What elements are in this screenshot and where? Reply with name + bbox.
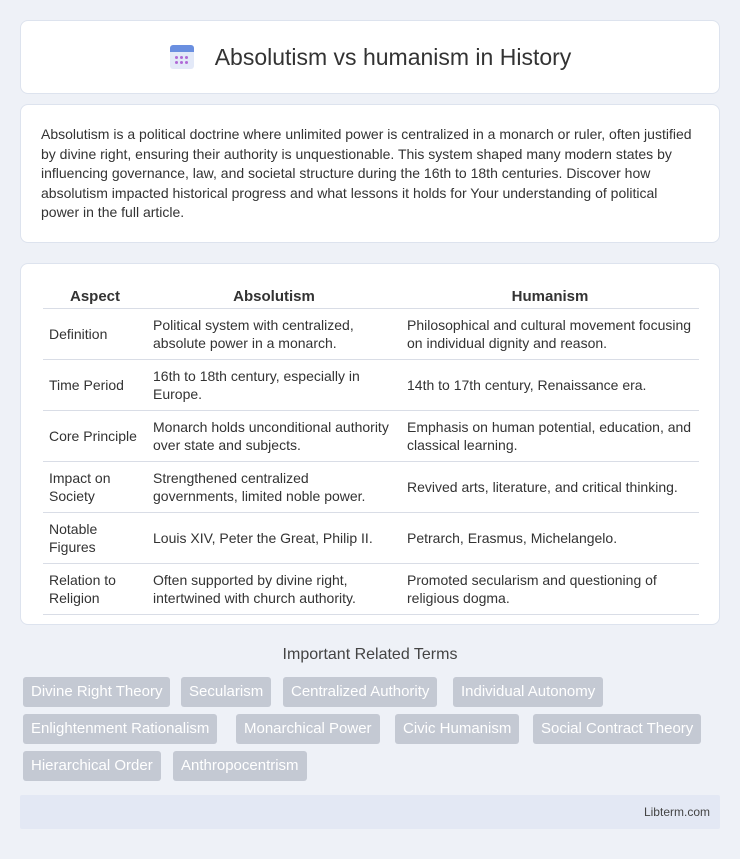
- absolutism-cell: Often supported by divine right, intertwined with church authority.: [147, 564, 401, 615]
- humanism-cell: Revived arts, literature, and critical thinking.: [401, 462, 699, 513]
- tag-secularism[interactable]: Secularism: [181, 677, 271, 707]
- intro-card: [20, 104, 720, 243]
- table-row: [43, 564, 699, 615]
- humanism-cell: Philosophical and cultural movement focusing on individual dignity and reason.: [401, 309, 699, 360]
- table-row: [43, 309, 699, 360]
- tag-individual-autonomy[interactable]: Individual Autonomy: [453, 677, 603, 707]
- absolutism-cell: Louis XIV, Peter the Great, Philip II.: [147, 513, 401, 564]
- table-header-row: [43, 286, 699, 309]
- absolutism-cell: Strengthened centralized governments, limited noble power.: [147, 462, 401, 513]
- humanism-cell: Petrarch, Erasmus, Michelangelo.: [401, 513, 699, 564]
- humanism-cell: Emphasis on human potential, education, and classical learning.: [401, 411, 699, 462]
- tag-hierarchical-order[interactable]: Hierarchical Order: [23, 751, 161, 781]
- comparison-card: [20, 263, 720, 625]
- aspect-cell: Notable Figures: [43, 513, 147, 564]
- absolutism-cell: 16th to 18th century, especially in Europe.: [147, 360, 401, 411]
- title-card: [20, 20, 720, 94]
- table-row: [43, 360, 699, 411]
- comparison-table: [43, 286, 699, 615]
- aspect-cell: Core Principle: [43, 411, 147, 462]
- tag-enlightenment-rationalism[interactable]: Enlightenment Rationalism: [23, 714, 217, 744]
- humanism-cell: Promoted secularism and questioning of religious dogma.: [401, 564, 699, 615]
- aspect-cell: Time Period: [43, 360, 147, 411]
- aspect-cell: Definition: [43, 309, 147, 360]
- column-header-absolutism: Absolutism: [147, 286, 401, 309]
- tag-divine-right-theory[interactable]: Divine Right Theory: [23, 677, 170, 707]
- absolutism-cell: Political system with centralized, absolute power in a monarch.: [147, 309, 401, 360]
- footer-brand-link[interactable]: Libterm.com: [643, 805, 710, 819]
- tag-civic-humanism[interactable]: Civic Humanism: [395, 714, 519, 744]
- column-header-humanism: Humanism: [401, 286, 699, 309]
- intro-paragraph: Absolutism is a political doctrine where unlimited power is centralized in a monarch or ruler, often justified by divine right, ensuring their authority is unquestionable. This system shaped many modern states by influencing governance, law, and societal structure during the 16th to 18th centuries. Discover how absolutism impacted historical progress and what lessons it holds for Your understanding of political power in the full article.: [41, 126, 692, 220]
- aspect-cell: Relation to Religion: [43, 564, 147, 615]
- table-row: [43, 411, 699, 462]
- absolutism-cell: Monarch holds unconditional authority over state and subjects.: [147, 411, 401, 462]
- aspect-cell: Impact on Society: [43, 462, 147, 513]
- table-row: [43, 513, 699, 564]
- tag-monarchical-power[interactable]: Monarchical Power: [236, 714, 380, 744]
- tag-anthropocentrism[interactable]: Anthropocentrism: [173, 751, 307, 781]
- related-terms-heading: Important Related Terms: [282, 646, 458, 663]
- humanism-cell: 14th to 17th century, Renaissance era.: [401, 360, 699, 411]
- table-row: [43, 462, 699, 513]
- calendar-icon: [169, 44, 195, 70]
- tag-social-contract-theory[interactable]: Social Contract Theory: [533, 714, 701, 744]
- footer: [20, 795, 720, 829]
- tag-centralized-authority[interactable]: Centralized Authority: [283, 677, 437, 707]
- page-title: Absolutism vs humanism in History: [214, 43, 572, 70]
- column-header-aspect: Aspect: [43, 286, 147, 309]
